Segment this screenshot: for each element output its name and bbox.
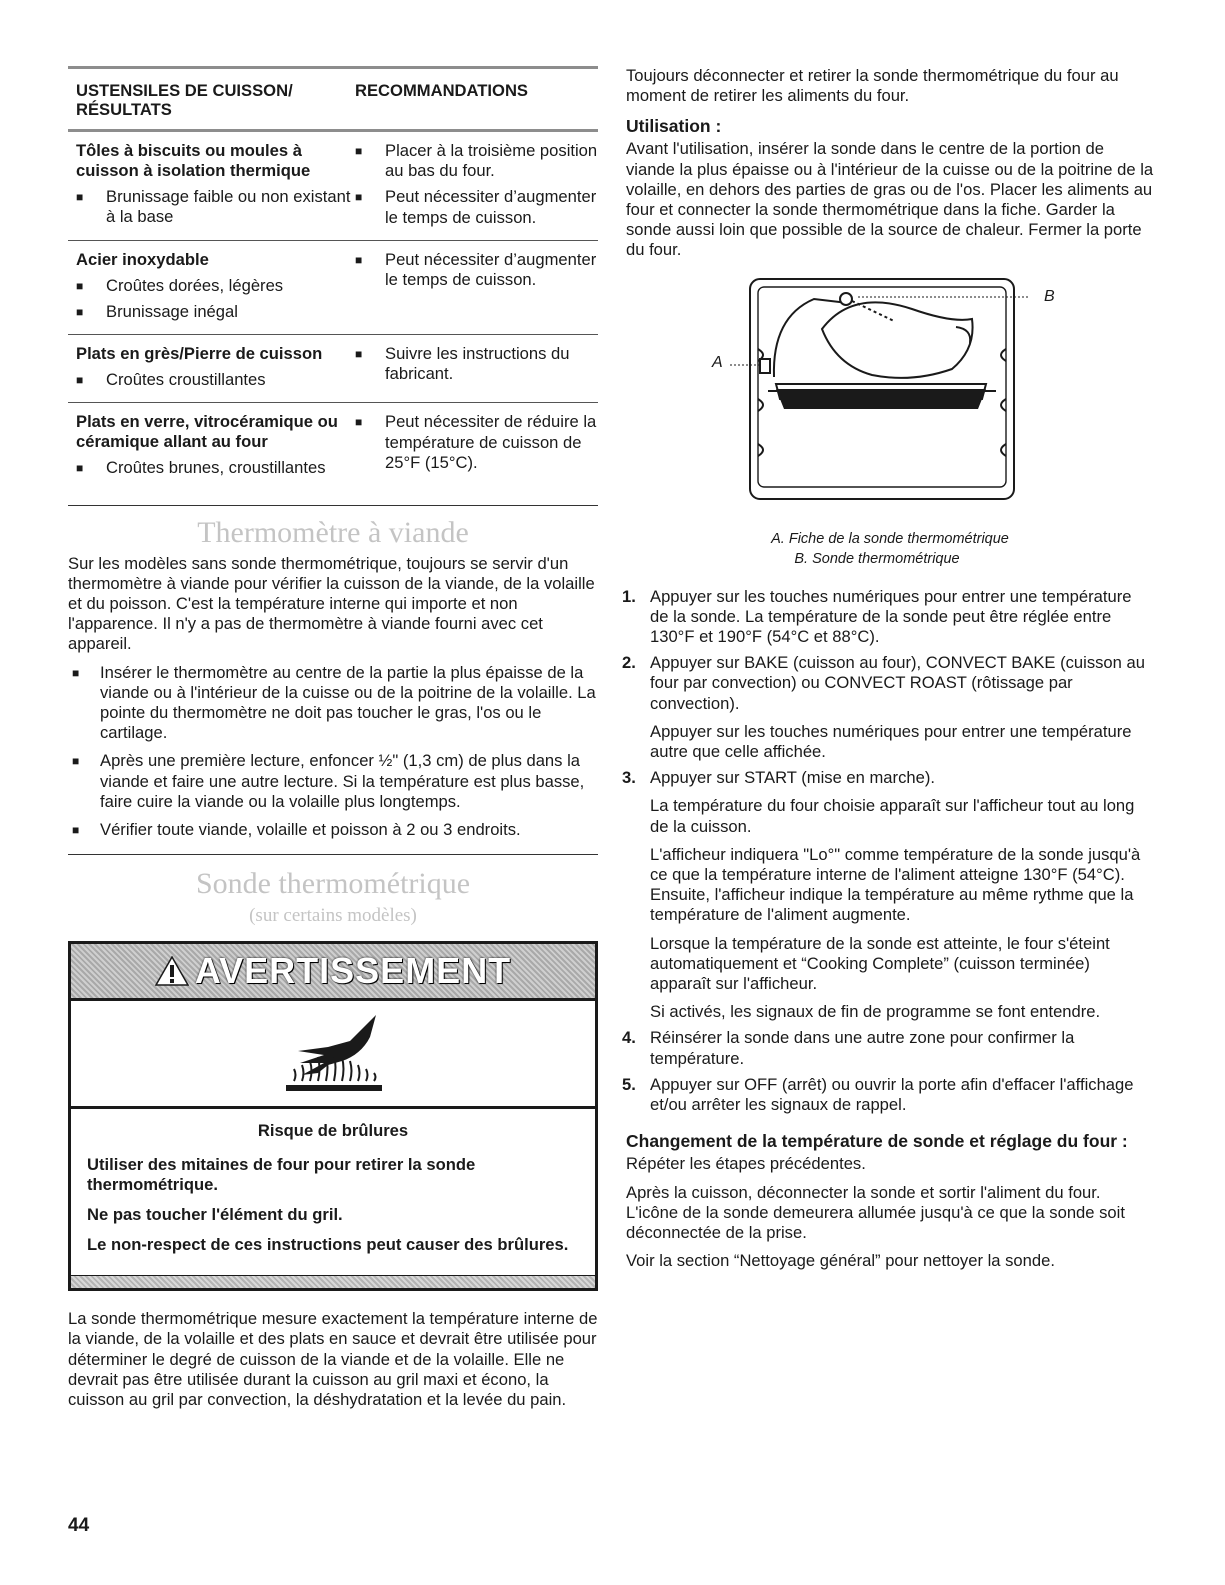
row-title: Tôles à biscuits ou moules à cuisson à isolation thermique [76, 141, 311, 180]
utilisation-title: Utilisation : [626, 116, 722, 137]
result-item: Croûtes croustillantes [106, 370, 266, 390]
recommendation-item: Placer à la troisième position au bas du four. [385, 141, 598, 181]
section-divider [68, 505, 598, 506]
warning-title: AVERTISSEMENT [194, 950, 512, 992]
figure-caption-a: A. Fiche de la sonde thermométrique [771, 530, 1009, 547]
bullet-icon: ■ [76, 278, 84, 293]
steps-list [622, 586, 1154, 1116]
list-item: Après une première lecture, enfoncer ½" (1,3 cm) de plus dans la viande et faire une autre lecture. Si la température est plus basse, faire cuire la viande ou la volaille plus longtemps. [100, 751, 585, 811]
warning-line: Ne pas toucher l'élément du gril. [87, 1205, 343, 1225]
bullet-icon: ■ [76, 461, 84, 476]
result-item: Croûtes brunes, croustillantes [106, 458, 326, 478]
change-paragraph: Voir la section “Nettoyage général” pour nettoyer la sonde. [626, 1251, 1055, 1271]
probe-disconnect-note: Toujours déconnecter et retirer la sonde thermométrique du four au moment de retirer les aliments du four. [626, 66, 1119, 106]
bullet-icon: ■ [76, 305, 84, 320]
row-title: Plats en grès/Pierre de cuisson [76, 344, 323, 364]
section-title-thermometer: Thermomètre à viande [197, 515, 469, 549]
figure-label-b: B [1044, 287, 1055, 305]
bullet-icon: ■ [76, 190, 84, 204]
step-text: Appuyer sur les touches numériques pour entrer une température autre que celle affichée. [650, 721, 1132, 762]
recommendation-item: Peut nécessiter de réduire la température de cuisson de 25°F (15°C). [385, 412, 597, 472]
step-text: Réinsérer la sonde dans une autre zone pour confirmer la température. [650, 1028, 1075, 1068]
section-title-probe: Sonde thermométrique [195, 867, 471, 901]
list-item: Insérer le thermomètre au centre de la partie la plus épaisse de la viande ou à l'intérieur de la cuisse ou de la poitrine de la volaille. La pointe du thermomètre ne doit pas toucher le gras, l'os ou le cartilage. [100, 662, 596, 743]
left-column [68, 66, 598, 1410]
row-title: Plats en verre, vitrocéramique ou céramique allant au four [76, 412, 338, 452]
table-row [68, 132, 598, 241]
probe-description: La sonde thermométrique mesure exactement la température interne de la viande, de la volaille et des plats en sauce et devrait être utilisée pour déterminer le degré de cuisson de la viande et de la volaille. Elle ne devrait pas être utilisée durant la cuisson au gril maxi et écono, la cuisson au gril par convection, la déshydratation et la levée du pain. [68, 1309, 598, 1410]
list-item: Vérifier toute viande, volaille et poisson à 2 ou 3 endroits. [100, 820, 521, 840]
change-paragraph: Répéter les étapes précédentes. [626, 1154, 866, 1174]
bullet-icon: ■ [355, 190, 363, 205]
step-text: Appuyer sur les touches numériques pour entrer une température de la sonde. La température de la sonde peut être réglée entre 130°F et 190°F (54°C et 88°C). [650, 586, 1132, 647]
bullet-icon: ■ [72, 665, 80, 680]
figure-label-a: A [712, 353, 723, 371]
table-row [68, 403, 598, 490]
step-number: 1. [622, 586, 636, 606]
warning-line: Utiliser des mitaines de four pour retirer la sonde thermométrique. [87, 1155, 476, 1195]
step-item [622, 768, 1154, 1022]
utilisation-text: Avant l'utilisation, insérer la sonde dans le centre de la portion de viande la plus épaisse ou à l'intérieur de la cuisse ou de la poitrine de la volaille, en dehors des parties de gras ou de l'os. Placer les aliments au four et connecter la sonde thermométrique dans la fiche. Garder la sonde aussi loin que possible de la source de chaleur. Fermer la porte du four. [626, 139, 1154, 260]
table-header [68, 66, 598, 132]
right-column [622, 66, 1154, 1279]
step-text: Lorsque la température de la sonde est atteinte, le four s'éteint automatiquement et “Cooking Complete” (cuisson terminée) apparaît sur l'afficheur. [650, 933, 1110, 994]
warning-triangle-icon [155, 956, 189, 986]
page-number: 44 [68, 1515, 90, 1536]
section-subtitle-probe: (sur certains modèles) [249, 905, 417, 927]
result-item: Croûtes dorées, légères [106, 275, 284, 295]
table-header-results: USTENSILES DE CUISSON/ RÉSULTATS [76, 81, 293, 119]
bullet-icon: ■ [72, 754, 80, 769]
step-text: L'afficheur indiquera "Lo°" comme température de la sonde jusqu'à ce que la température interne de l'aliment atteigne 130°F (54°C). Ensuite, l'afficheur indique la température au même rythme que la température de l'aliment augmente. [650, 844, 1141, 925]
section-divider [68, 854, 598, 855]
bullet-icon: ■ [72, 823, 80, 838]
step-text: Appuyer sur OFF (arrêt) ou ouvrir la porte afin d'effacer l'affichage et/ou arrêter les signaux de rappel. [650, 1074, 1134, 1115]
oven-diagram-illustration [626, 269, 1154, 519]
step-item [622, 586, 1154, 648]
bullet-icon: ■ [355, 415, 363, 430]
recommendation-item: Peut nécessiter d’augmenter le temps de cuisson. [385, 187, 597, 227]
warning-box [68, 941, 598, 1291]
step-number: 5. [622, 1074, 636, 1094]
result-item: Brunissage inégal [106, 302, 238, 322]
warning-footer-bar [71, 1275, 595, 1288]
step-text: Appuyer sur START (mise en marche). [650, 768, 935, 788]
step-number: 4. [622, 1028, 636, 1048]
step-number: 3. [622, 768, 636, 788]
step-number: 2. [622, 653, 636, 673]
thermometer-bullets [68, 663, 598, 841]
step-text: La température du four choisie apparaît sur l'afficheur tout au long de la cuisson. [650, 796, 1135, 836]
table-row [68, 241, 598, 335]
step-item [622, 1028, 1154, 1068]
thermometer-intro: Sur les modèles sans sonde thermométrique, toujours se servir d'un thermomètre à viande pour vérifier la cuisson de la viande, de la volaille et du poisson. C'est la température interne qui importe et non l'apparence. Il n'y a pas de thermomètre à viande fourni avec cet appareil. [68, 553, 595, 654]
cookware-table [68, 66, 598, 491]
bullet-icon: ■ [355, 252, 363, 267]
warning-heading: Risque de brûlures [257, 1121, 409, 1141]
step-text: Si activés, les signaux de fin de programme se font entendre. [650, 1002, 1101, 1022]
change-paragraph: Après la cuisson, déconnecter la sonde et sortir l'aliment du four. L'icône de la sonde demeurera allumée jusqu'à ce que la sonde soit déconnectée de la prise. [626, 1182, 1125, 1242]
bullet-icon: ■ [355, 347, 363, 362]
result-item: Brunissage faible ou non existant à la base [106, 187, 351, 227]
hand-burn-icon [278, 1013, 388, 1095]
step-item [622, 1074, 1154, 1115]
recommendation-item: Suivre les instructions du fabricant. [385, 344, 570, 384]
warning-header [71, 944, 595, 1001]
step-item [622, 653, 1154, 762]
oven-probe-figure [626, 269, 1154, 529]
figure-caption-b: B. Sonde thermométrique [794, 550, 960, 567]
warning-line: Le non-respect de ces instructions peut causer des brûlures. [87, 1235, 569, 1255]
bullet-icon: ■ [355, 144, 363, 158]
recommendation-item: Peut nécessiter d’augmenter le temps de cuisson. [385, 249, 597, 290]
change-probe-title: Changement de la température de sonde et réglage du four : [626, 1131, 1128, 1152]
step-text: Appuyer sur BAKE (cuisson au four), CONVECT BAKE (cuisson au four par convection) ou CONVECT ROAST (rôtissage par convection). [650, 653, 1145, 713]
bullet-icon: ■ [76, 373, 84, 388]
table-header-recommendations: RECOMMANDATIONS [355, 81, 528, 100]
row-title: Acier inoxydable [76, 249, 209, 269]
table-row [68, 335, 598, 403]
